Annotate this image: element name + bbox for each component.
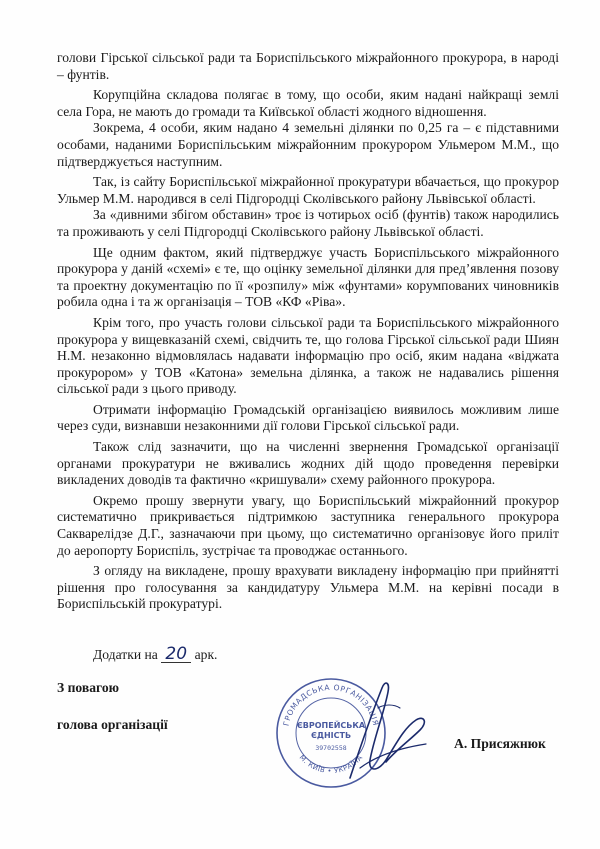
paragraph-9: Також слід зазначити, що на численні звернення Громадської організації органами прокуратури не вживались жодних дій щодо проведення перевірки викладених доводів та фактично «кришували» схему районного прокурора.	[57, 439, 559, 488]
letter-body	[57, 50, 559, 613]
attachments-label: Додатки на	[93, 647, 158, 662]
closing-regards: З повагою	[57, 680, 120, 695]
paragraph-5: За «дивними збігом обставин» троє із чотирьох осіб (фунтів) також народились та проживають у селі Підгородці Сколівського району Львівської області.	[57, 207, 559, 239]
paragraph-2: Корупційна складова полягає в тому, що особи, яким надані найкращі землі села Гора, не мають до громади та Київської області жодного відношення.	[57, 87, 559, 119]
svg-text:39702558: 39702558	[315, 744, 347, 752]
svg-text:ЄДНІСТЬ: ЄДНІСТЬ	[310, 731, 352, 740]
paragraph-11: З огляду на викладене, прошу врахувати викладену інформацію при прийнятті рішення про голосування за кандидатуру Ульмера М.М. на керівні посади в Бориспільській прокуратурі.	[57, 563, 559, 612]
paragraph-4: Так, із сайту Бориспільської міжрайонної прокуратури вбачається, що прокурор Ульмер М.М. народився в селі Підгородці Сколівського району Львівської області.	[57, 174, 559, 206]
paragraph-1: голови Гірської сільської ради та Бориспільського міжрайонного прокурора, в народі – фунтів.	[57, 50, 559, 82]
svg-text:М. КИЇВ • УКРАЇНА: М. КИЇВ • УКРАЇНА	[297, 753, 365, 776]
paragraph-8: Отримати інформацію Громадській організацією виявилось можливим лише через суди, визнавши незаконними дії голови Гірської сільської ради.	[57, 401, 559, 434]
paragraph-10: Окремо прошу звернути увагу, що Бориспільський міжрайонний прокурор систематично прикривається підтримкою заступника генерального прокурора Сакварелідзе Д.Г., зазначаючи при цьому, що систематично організовує його приліт до аеропорту Бориспіль, зустрічає та проводжає останнього.	[57, 492, 559, 558]
paragraph-3: Зокрема, 4 особи, яким надано 4 земельні ділянки по 0,25 га – є підставними особами, наданими Бориспільським міжрайонним прокурором Ульмером М.М., що підтверджується наступним.	[57, 120, 559, 169]
paragraph-6: Ще одним фактом, який підтверджує участь Бориспільського міжрайонного прокурора у даній «схемі» є те, що оцінку земельної ділянки для пред’явлення позову та проектну документацію по її «розпилу» між «фунтами» корумпованих чиновників робила одна і та ж організація – ТОВ «КФ «Ріва».	[57, 244, 559, 310]
attachments-unit: арк.	[194, 647, 218, 662]
handwritten-signature	[330, 668, 440, 798]
signer-role: голова організації	[57, 717, 168, 732]
svg-text:ГРОМАДСЬКА ОРГАНІЗАЦІЯ: ГРОМАДСЬКА ОРГАНІЗАЦІЯ	[281, 682, 381, 727]
signer-name: А. Присяжнюк	[454, 736, 546, 751]
svg-text:ЄВРОПЕЙСЬКА: ЄВРОПЕЙСЬКА	[296, 721, 366, 730]
attachments-count: 20	[161, 646, 191, 663]
paragraph-7: Крім того, про участь голови сільської ради та Бориспільського міжрайонного прокурора у вищевказаній схемі, свідчить те, що голова Гірської сільської ради Шиян Н.М. незаконно відмовлялась надавати інформацію про осіб, яким надана «віджата прокурором» у ТОВ «Катона» земельна ділянка, а також не надавались рішення сільської ради з цього приводу.	[57, 314, 559, 397]
attachments-line	[93, 646, 217, 663]
